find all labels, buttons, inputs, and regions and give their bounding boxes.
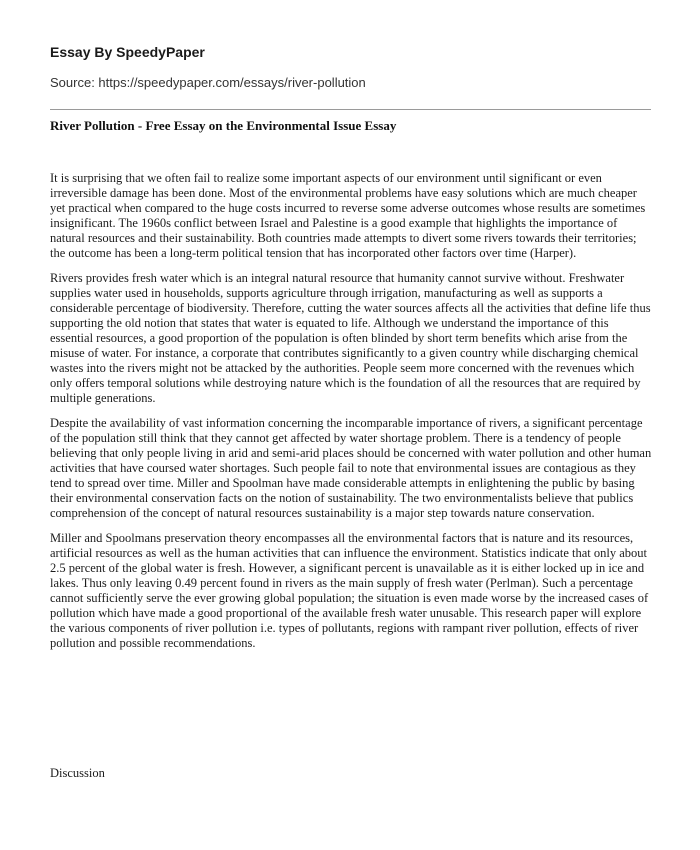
essay-title: River Pollution - Free Essay on the Environmental Issue Essay <box>50 118 397 133</box>
header-divider <box>50 109 651 110</box>
document-header-title: Essay By SpeedyPaper <box>50 44 205 60</box>
document-source-line: Source: https://speedypaper.com/essays/river-pollution <box>50 75 366 90</box>
essay-paragraph: Miller and Spoolmans preservation theory encompasses all the environmental factors that is nature and its resources, artificial resources as well as the human activities that can influence the environment. Statistics indicate that only about 2.5 percent of the global water is fresh. However, a significant percent is unavailable as it is either locked up in ice and lakes. Thus only leaving 0.49 percent found in rivers as the main supply of fresh water (Perlman). Such a percentage cannot sufficiently serve the ever growing global population; the situation is even made worse by the increased cases of pollution which have made a good proportional of the available fresh water unusable. This research paper will explore the various components of river pollution i.e. types of pollutants, regions with rampant river pollution, effects of river pollution and possible recommendations. <box>50 531 649 650</box>
essay-paragraph: Despite the availability of vast information concerning the incomparable importance of rivers, a significant percentage of the population still think that they cannot get affected by water shortage problem. There is a tendency of people believing that only people living in arid and semi-arid places should be concerned with water pollution and other human activities that have coursed water shortages. Such people fail to note that environmental issues are contagious as they tend to spread over time. Miller and Spoolman have made considerable attempts in enlightening the public by basing their environmental conservation facts on the notion of sustainability. The two environmentalists believe that publics comprehension of the concept of natural resources sustainability is a major step towards nature conservation. <box>50 416 652 520</box>
section-heading: Discussion <box>50 766 105 780</box>
essay-paragraph: It is surprising that we often fail to realize some important aspects of our environment until significant or even irreversible damage has been done. Most of the environmental problems have easy solutions which are much cheaper yet practical when compared to the huge costs incurred to reverse some adverse outcomes whose results are sometimes insignificant. The 1960s conflict between Israel and Palestine is a good example that highlights the importance of natural resources and their sustainability. Both countries made attempts to divert some rivers towards their territories; the outcome has been a long-term political tension that has incorporated other factors over time (Harper). <box>50 171 646 260</box>
essay-body <box>50 171 654 661</box>
essay-paragraph: Rivers provides fresh water which is an integral natural resource that humanity cannot survive without. Freshwater supplies water used in households, supports agriculture through irrigation, manufacturing as well as supports a considerable percentage of biodiversity. Therefore, cutting the water sources affects all the activities that define life thus supporting the old notion that states that water is equated to life. Although we understand the importance of this essential resources, a good proportion of the population is often blinded by short term benefits which arise from the misuse of water. For instance, a corporate that contributes significantly to a given country while discharging chemical wastes into the rivers might not be attacked by the authorities. People seem more concerned with the revenues which only offers temporal solutions while destroying nature which is the foundation of all the resources that are required by multiple generations. <box>50 271 651 405</box>
